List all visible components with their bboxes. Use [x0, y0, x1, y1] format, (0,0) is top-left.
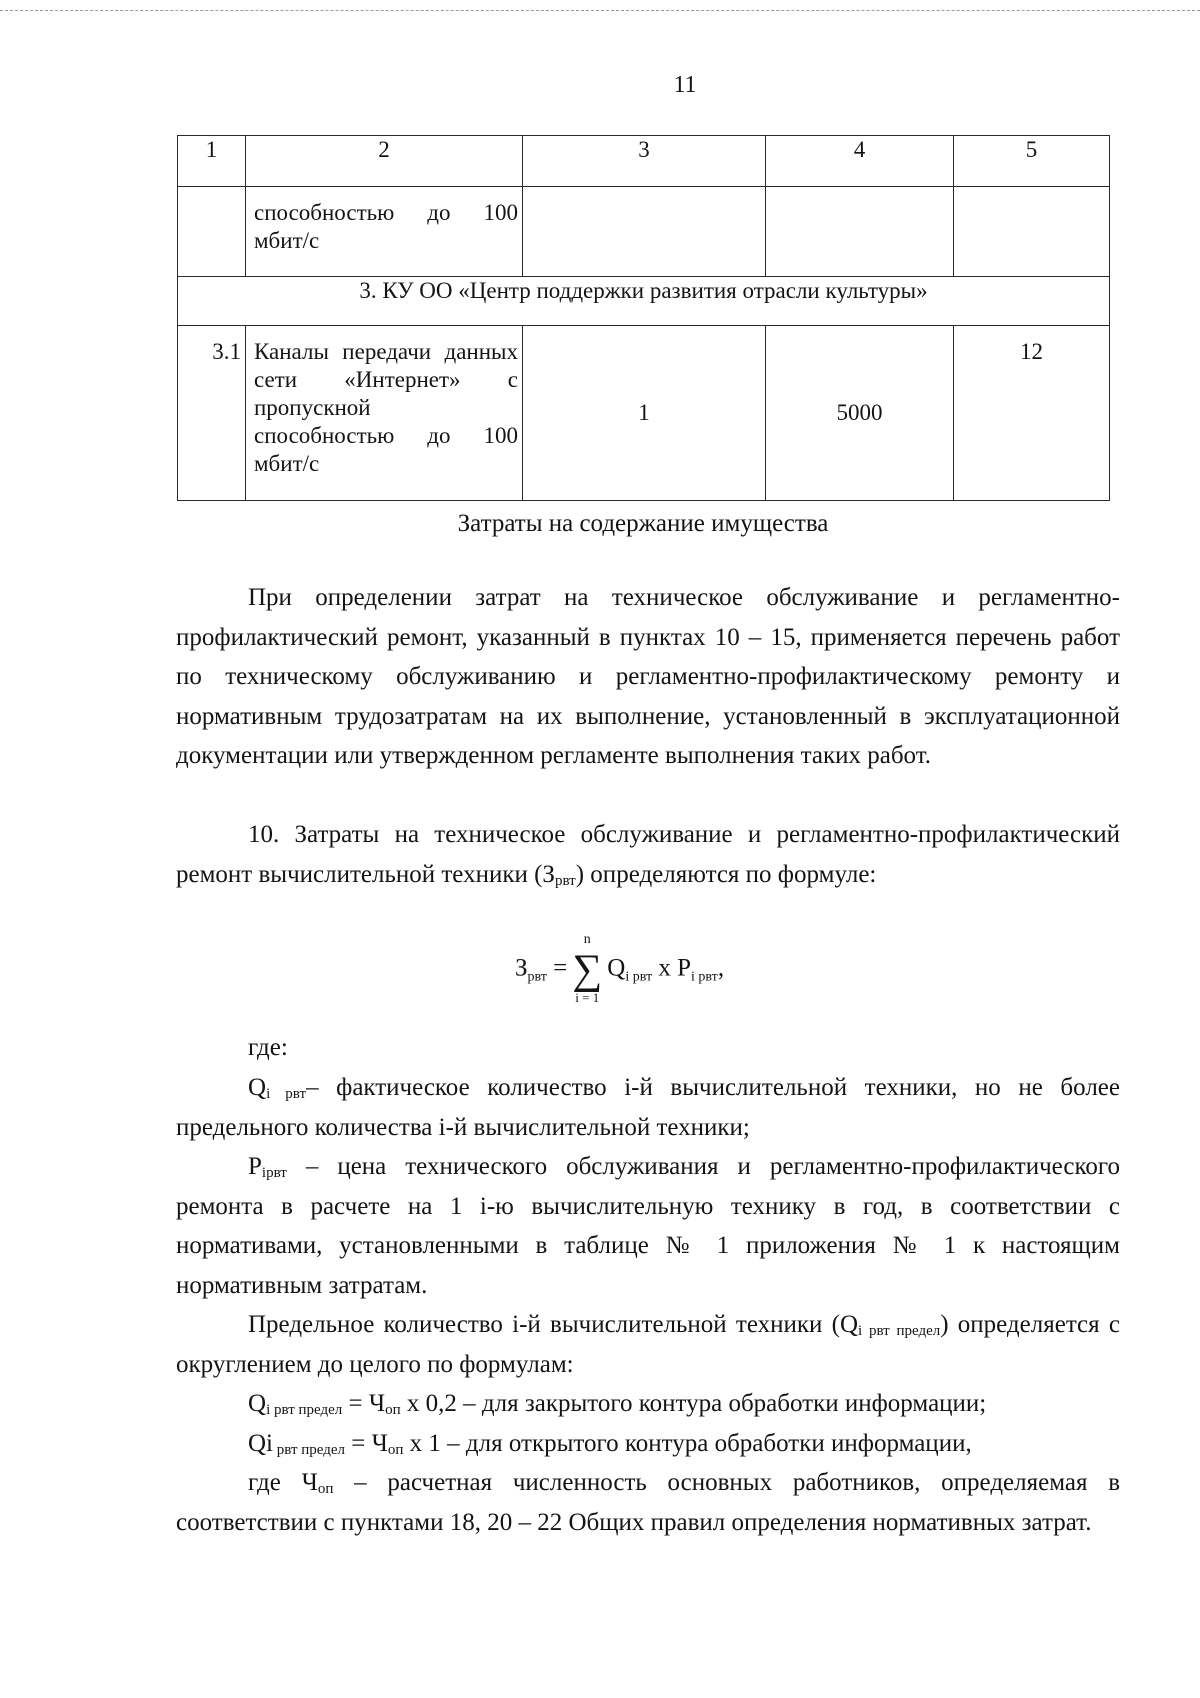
- definition-text: – цена технического обслуживания и регламентно-профилактического ремонта в расчете на 1 i-ю вычислительную технику в год, в соответствии с нормативами, установленными в таблице № 1 приложения № 1 к настоящим нормативным затратам.: [176, 1153, 1120, 1299]
- sigma-lower-limit: i = 1: [575, 990, 600, 1005]
- paragraph-text: – расчетная численность основных работников, определяемая в соответствии с пунктами 18, 20 – 22 Общих правил определения нормативных затрат.: [176, 1469, 1120, 1536]
- subscript: iрвт: [261, 1165, 287, 1181]
- table-header-row: [178, 136, 1110, 187]
- table-cell: [766, 187, 954, 277]
- column5-cell: 12: [954, 326, 1110, 501]
- table-row: [178, 326, 1110, 501]
- description-line: способностью до 100: [254, 423, 518, 448]
- table-header-cell: 3: [523, 136, 766, 187]
- price-cell: 5000: [766, 326, 954, 501]
- description-line: мбит/с: [254, 228, 320, 253]
- subscript: рвт предел: [273, 1442, 346, 1458]
- paragraph-text: ) определяется с округлением до целого по формулам:: [176, 1311, 1120, 1378]
- symbol: Q: [248, 1074, 267, 1101]
- costs-table: [177, 135, 1110, 501]
- description-line: способностью до 100: [254, 200, 518, 225]
- paragraph-text: ) определяются по формуле:: [575, 860, 877, 888]
- table-header-cell: 1: [178, 136, 246, 187]
- definition-p: [176, 1147, 1120, 1305]
- table-row-continued: [178, 187, 1110, 277]
- quantity-cell: 1: [523, 326, 766, 501]
- formula-p: P: [677, 954, 692, 982]
- paragraph-chop: [176, 1463, 1120, 1542]
- row-number-cell: 3.1: [178, 326, 246, 501]
- formula-subscript: рвт: [527, 969, 547, 985]
- sigma-icon: ∑: [572, 947, 603, 993]
- paragraph-text: Предельное количество i-й вычислительной техники (Q: [248, 1311, 859, 1338]
- symbol: Q: [248, 1390, 267, 1417]
- where-text: где:: [248, 1034, 288, 1061]
- description-line: пропускной: [254, 395, 371, 420]
- subscript: оп: [385, 1402, 401, 1418]
- symbol: Qi: [248, 1430, 273, 1457]
- table-header-cell: 5: [954, 136, 1110, 187]
- section-heading: Затраты на содержание имущества: [457, 510, 829, 537]
- table-cell: [178, 187, 246, 277]
- formula-limit-open: [176, 1424, 1120, 1464]
- subscript: оп: [317, 1481, 334, 1497]
- subscript: оп: [387, 1442, 404, 1458]
- scan-top-edge: [0, 10, 1200, 11]
- description-line: Каналы передачи данных: [254, 339, 518, 364]
- formula-text: = Ч: [342, 1390, 386, 1417]
- definition-text: – фактическое количество i-й вычислительной техники, но не более предельного количества i-й вычислительной техники;: [176, 1074, 1120, 1141]
- where-label: [176, 1028, 1120, 1068]
- paragraph-intro: [176, 578, 1120, 776]
- formula-q: Q: [607, 954, 626, 982]
- formula-subscript: i рвт: [691, 969, 718, 985]
- table-section-row: [178, 277, 1110, 326]
- symbol: P: [248, 1153, 262, 1180]
- subscript: i рвт: [266, 1086, 307, 1102]
- section-title-cell: 3. КУ ОО «Центр поддержки развития отрасли культуры»: [178, 277, 1110, 326]
- description-line: сети «Интернет» с: [254, 367, 518, 392]
- formula-lhs: З: [515, 954, 528, 982]
- formula-comma: ,: [717, 954, 725, 982]
- page-number: 11: [673, 72, 697, 98]
- table-cell-description: [246, 187, 523, 277]
- formula-text: = Ч: [345, 1430, 388, 1457]
- table-header-cell: 2: [246, 136, 523, 187]
- formula-text: х 0,2 – для закрытого контура обработки информации;: [400, 1390, 987, 1417]
- formula-equals: =: [553, 954, 568, 982]
- formula-zrvt: [515, 932, 725, 1005]
- paragraph-text: где Ч: [248, 1469, 318, 1496]
- description-line: мбит/с: [254, 451, 320, 476]
- formula-times: х: [658, 954, 671, 982]
- table-cell: [523, 187, 766, 277]
- sigma-upper-limit: n: [583, 932, 591, 947]
- formula-limit-closed: [176, 1384, 1120, 1424]
- paragraph-text: 10. Затраты на техническое обслуживание и регламентно-профилактический ремонт вычислительной техники (З: [176, 821, 1120, 888]
- table-cell-description: [246, 326, 523, 501]
- subscript: i рвт предел: [266, 1402, 343, 1418]
- sigma-operator: [569, 932, 605, 1005]
- subscript: рвт: [554, 872, 576, 889]
- subscript: i рвт предел: [858, 1323, 941, 1339]
- paragraph-intro-text: При определении затрат на техническое обслуживание и регламентно-профилактический ремонт, указанный в пунктах 10 – 15, применяется перечень работ по техническому обслуживанию и регламентно-профилактическому ремонту и нормативным трудозатратам на их выполнение, установленный в эксплуатационной документации или утвержденном регламенте выполнения таких работ.: [176, 584, 1120, 769]
- definition-q: [176, 1068, 1120, 1147]
- formula-subscript: i рвт: [625, 969, 653, 985]
- formula-text: х 1 – для открытого контура обработки информации,: [403, 1430, 972, 1457]
- paragraph-item-10: [176, 815, 1120, 894]
- paragraph-limit: [176, 1305, 1120, 1384]
- table-header-cell: 4: [766, 136, 954, 187]
- table-cell: [954, 187, 1110, 277]
